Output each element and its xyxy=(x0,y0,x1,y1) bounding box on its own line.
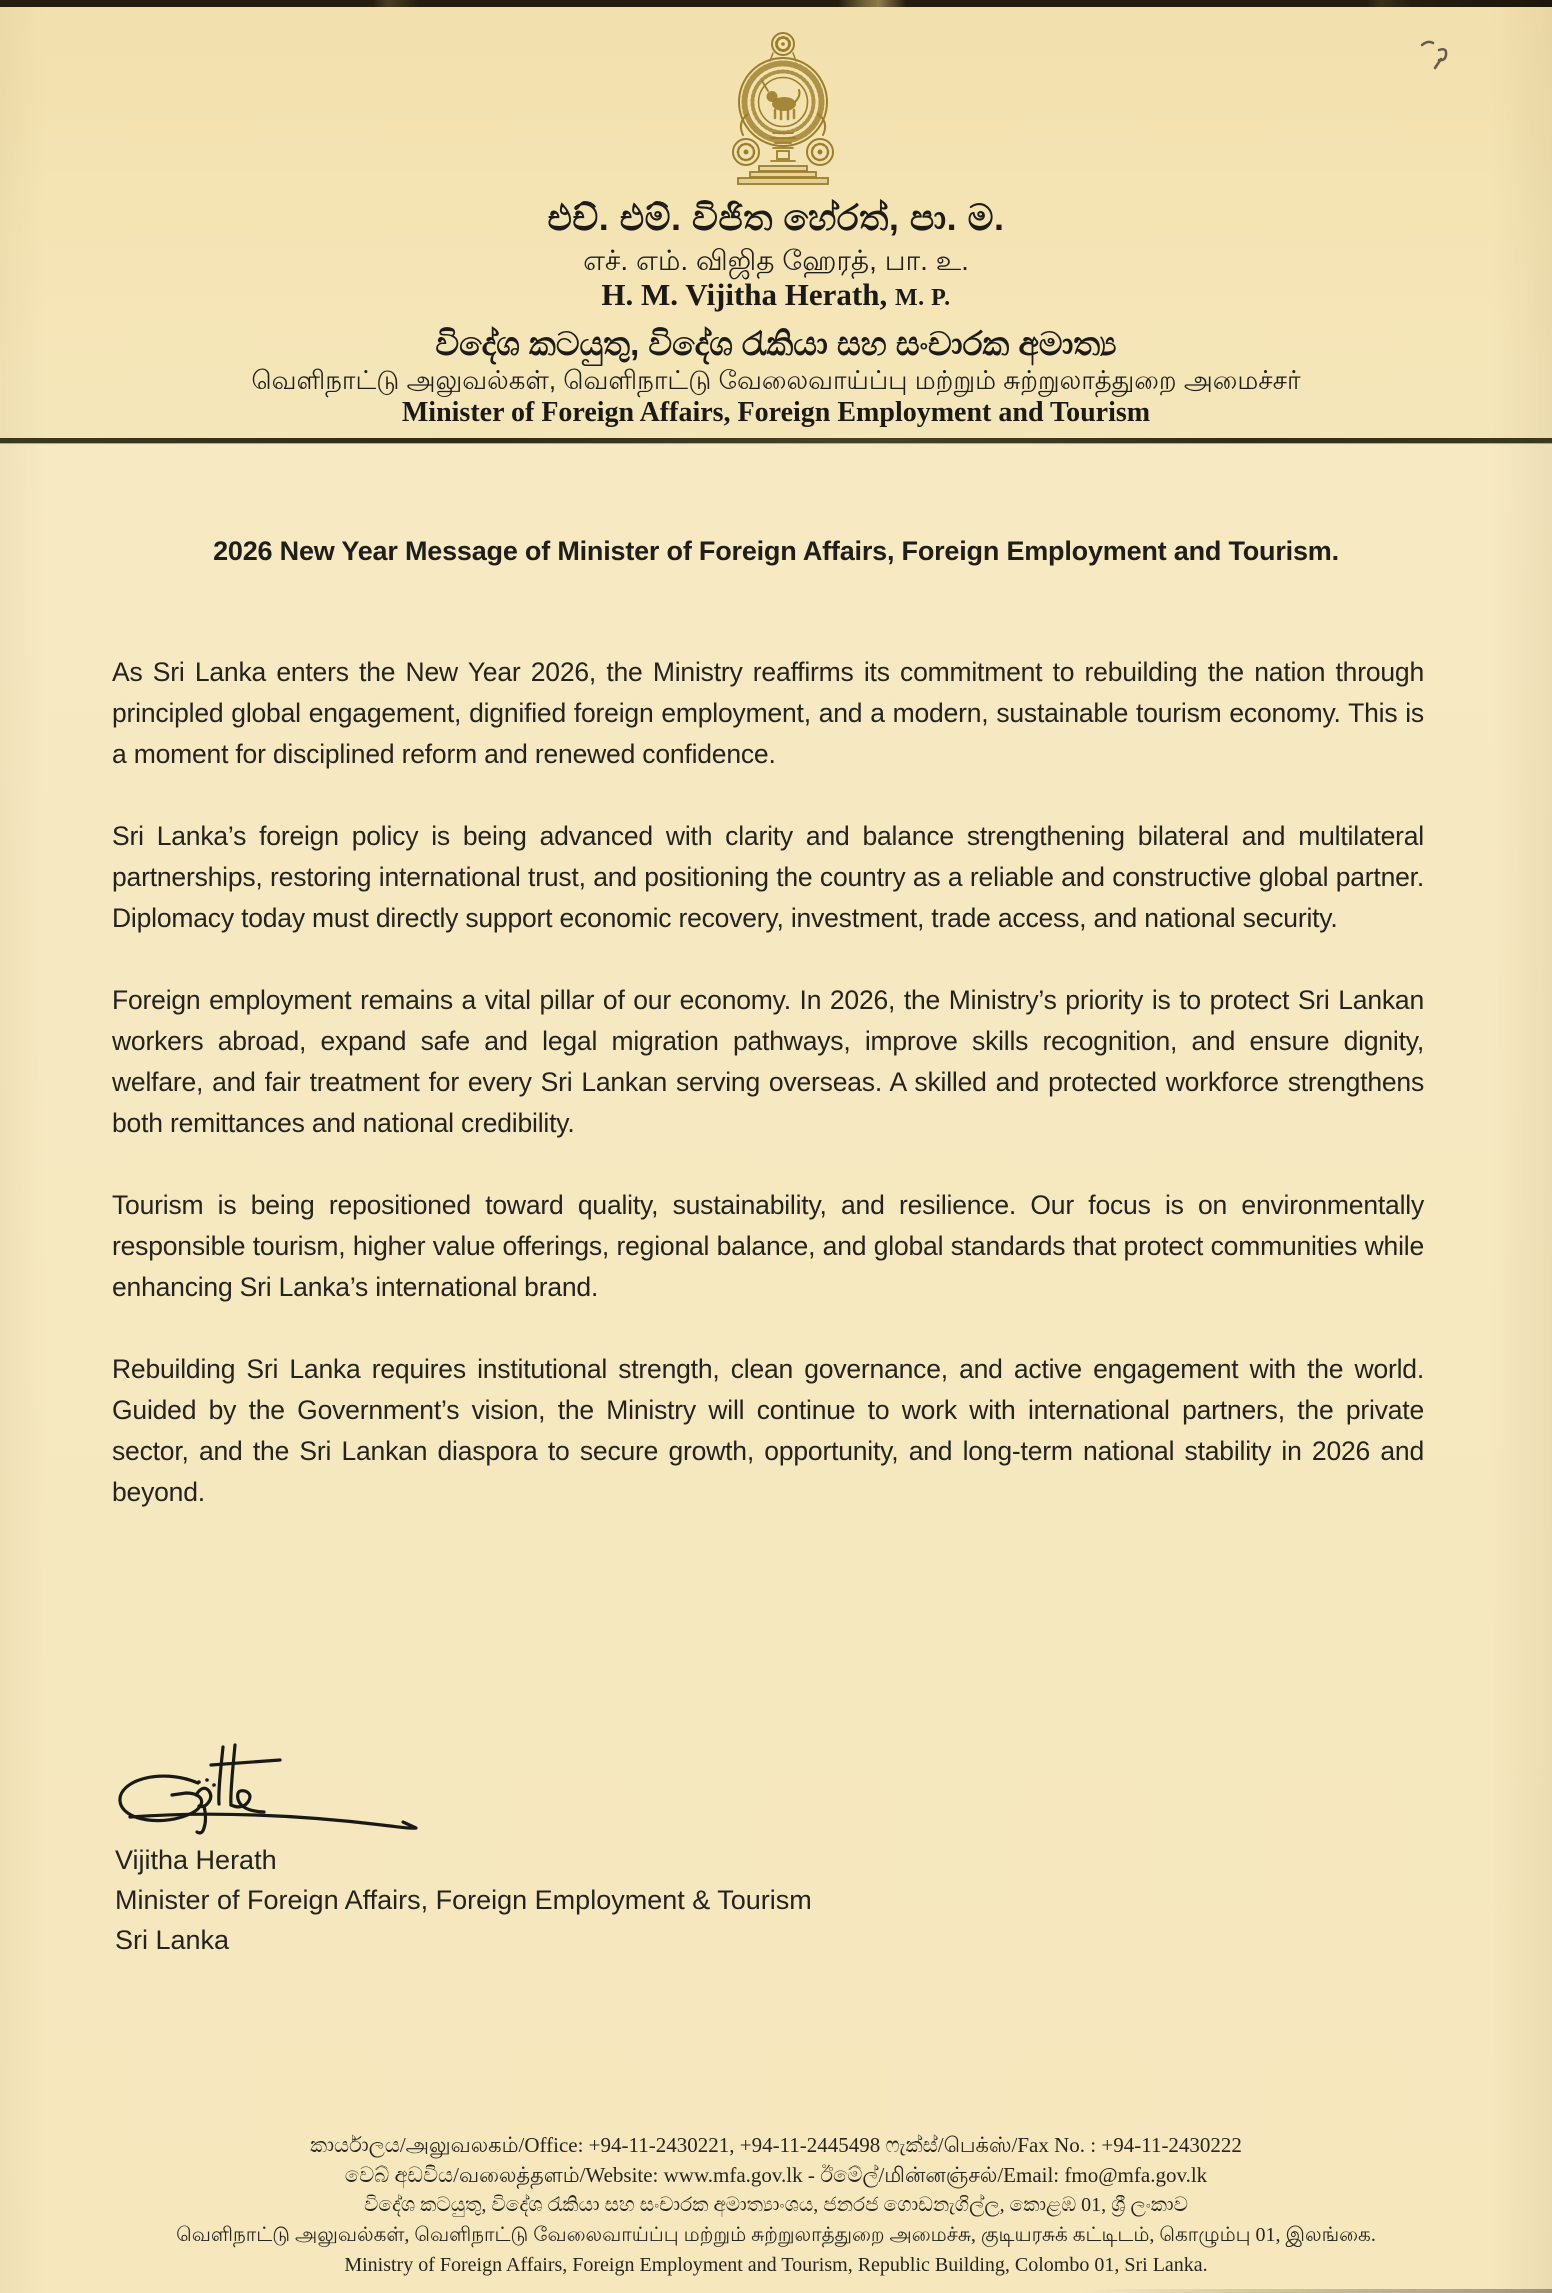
ink-smudge-mark xyxy=(1412,18,1472,78)
footer-website-email-line: වෙබ් අඩවිය/வலைத்தளம்/Website: www.mfa.gov.lk - ඊමේල්/மின்னஞ்சல்/Email: fmo@mfa.gov.lk xyxy=(344,2163,1208,2187)
minister-name-tamil: எச். எம். விஜித ஹேரத், பா. உ. xyxy=(583,245,969,276)
body-paragraph: Sri Lanka’s foreign policy is being advanced with clarity and balance strengthening bilateral and multilateral partnerships, restoring international trust, and positioning the country as a reliable and constructive global partner. Diplomacy today must directly support economic recovery, investment, trade access, and national security. xyxy=(112,821,1424,933)
signoff-name: Vijitha Herath xyxy=(115,1845,277,1875)
minister-name-sinhala: එච්. එම්. විජිත හේරත්, පා. ම. xyxy=(547,197,1005,238)
minister-signature-graphic xyxy=(100,1743,520,1853)
body-paragraph: As Sri Lanka enters the New Year 2026, the Ministry reaffirms its commitment to rebuilding the nation through principled global engagement, dignified foreign employment, and a modern, sustainable tourism economy. This is a moment for disciplined reform and renewed confidence. xyxy=(112,657,1424,769)
footer-address-tamil: வெளிநாட்டு அலுவல்கள், வெளிநாட்டு வேலைவாய்ப்பு மற்றும் சுற்றுலாத்துறை அமைச்சு, குடியரசுக் கட்டிடம், கொழும்பு 01, இலங்கை. xyxy=(176,2224,1376,2246)
body-paragraph: Foreign employment remains a vital pillar of our economy. In 2026, the Ministry’s priority is to protect Sri Lankan workers abroad, expand safe and legal migration pathways, improve skills recognition, and ensure dignity, welfare, and fair treatment for every Sri Lankan serving overseas. A skilled and protected workforce strengthens both remittances and national credibility. xyxy=(112,985,1424,1138)
scan-edge-top xyxy=(0,0,1552,7)
scan-edge-bottom xyxy=(1082,2289,1552,2293)
letter-title: 2026 New Year Message of Minister of Foreign Affairs, Foreign Employment and Tourism. xyxy=(213,536,1339,566)
lion-glyph xyxy=(762,81,800,119)
body-paragraph: Rebuilding Sri Lanka requires institutional strength, clean governance, and active engagement with the world. Guided by the Government’s vision, the Ministry will continue to work with international partners, the private sector, and the Sri Lankan diaspora to secure growth, opportunity, and long-term national stability in 2026 and beyond. xyxy=(112,1354,1424,1507)
signoff-country: Sri Lanka xyxy=(115,1925,230,1955)
signoff-block xyxy=(115,1840,812,1960)
office-title-sinhala: විදේශ කටයුතු, විදේශ රැකියා සහ සංචාරක අමාත්‍ය xyxy=(435,325,1117,362)
footer-office-fax-line: කාර්යාලය/அலுவலகம்/Office: +94-11-2430221, +94-11-2445498 ෆැක්ස්/பெக்ஸ்/Fax No. : +94-11-2430222 xyxy=(310,2133,1242,2157)
body-paragraph: Tourism is being repositioned toward quality, sustainability, and resilience. Our focus is on environmentally responsible tourism, higher value offerings, regional balance, and global standards that protect communities while enhancing Sri Lanka’s international brand. xyxy=(112,1190,1424,1302)
signoff-role: Minister of Foreign Affairs, Foreign Employment & Tourism xyxy=(115,1885,812,1915)
footer-address-sinhala: විදේශ කටයුතු, විදේශ රැකියා සහ සංචාරක අමාත්‍යාංශය, ජනරජ ගොඩනැගිල්ල, කොළඹ 01, ශ්‍රී ලංකාව xyxy=(364,2194,1188,2216)
letterhead-divider-rule xyxy=(0,438,1552,443)
letter-body xyxy=(112,652,1424,1554)
minister-postnominal: M. P. xyxy=(895,285,951,311)
office-title-english: Minister of Foreign Affairs, Foreign Employment and Tourism xyxy=(401,397,1151,428)
minister-name-english-main: H. M. Vijitha Herath, xyxy=(601,277,888,312)
footer-address-english: Ministry of Foreign Affairs, Foreign Employment and Tourism, Republic Building, Colombo 01, Sri Lanka. xyxy=(344,2254,1208,2276)
office-title-tamil: வெளிநாட்டு அலுவல்கள், வெளிநாட்டு வேலைவாய்ப்பு மற்றும் சுற்றுலாத்துறை அமைச்சர் xyxy=(251,365,1301,395)
sri-lanka-national-emblem-icon xyxy=(723,30,843,185)
minister-name-english xyxy=(0,276,1552,317)
footer-contact-block xyxy=(0,2130,1552,2280)
